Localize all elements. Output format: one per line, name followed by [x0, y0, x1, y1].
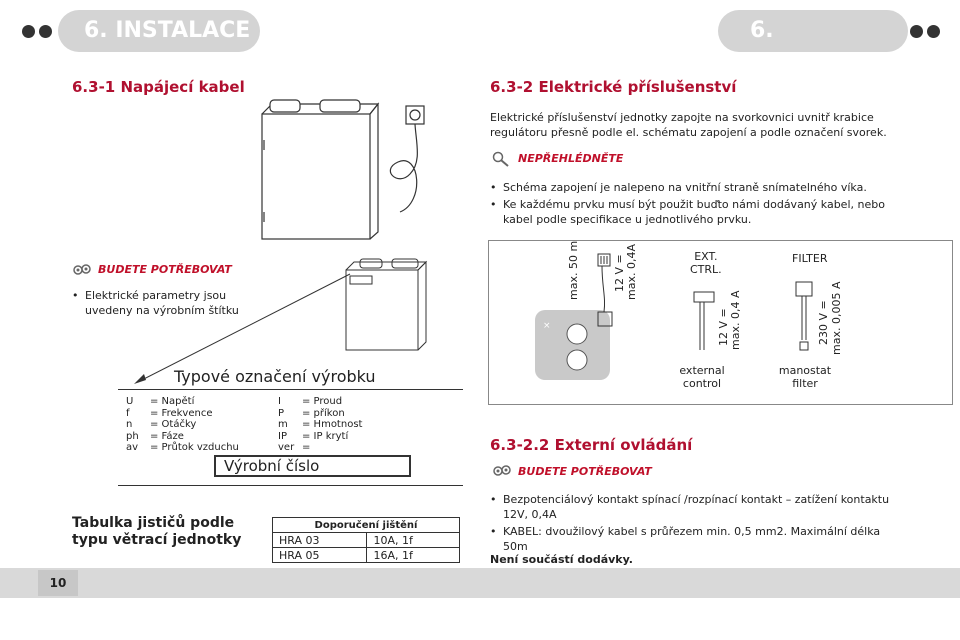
header-dot-4: [927, 25, 940, 38]
warning-item: • Schéma zapojení je nalepeno na vnitřní straně snímatelného víka.: [490, 180, 895, 195]
right-section-title: 6.3-2 Elektrické příslušenství: [490, 78, 737, 96]
warning-item: • Ke každému prvku musí být použit buďto námi dodávaný kabel, nebo kabel podle specifikace u jednotlivého prvku.: [490, 197, 895, 227]
tools-icon: [492, 463, 512, 479]
ext-current-label: max. 0,4 A: [729, 290, 742, 350]
filter-caption: manostat filter: [778, 364, 832, 390]
not-included-note: Není součástí dodávky.: [490, 553, 633, 566]
breaker-table-header: Doporučení jištění: [273, 518, 460, 533]
right-need-item: • Bezpotenciálový kontakt spínací /rozpínací kontakt – zatížení kontaktu 12V, 0,4A: [490, 492, 900, 522]
breaker-table-title: Tabulka jističů podle typu větrací jednotky: [72, 515, 242, 548]
type-plate: [118, 363, 463, 486]
ext-control-caption: external control: [679, 364, 725, 390]
power-cable-illustration: [250, 92, 450, 242]
header-dot-3: [910, 25, 923, 38]
legend-row: U = Napětí: [126, 396, 195, 407]
tools-icon: [72, 262, 92, 278]
type-plate-title: Typové označení výrobku: [174, 367, 376, 386]
legend-row: ph = Fáze: [126, 430, 184, 442]
plate-legend-left: [126, 396, 239, 454]
ext-voltage-label: 12 V =: [717, 308, 730, 346]
breaker-table: [272, 517, 460, 563]
magnifier-icon: [492, 151, 510, 167]
legend-row: IP = IP krytí: [278, 430, 349, 442]
header-left-pill: [58, 10, 260, 52]
right-need-list: [490, 492, 900, 556]
table-row: HRA 03 10A, 1f: [273, 533, 460, 548]
legend-row: av = Průtok vzduchu: [126, 442, 239, 453]
header-dot-1: [22, 25, 35, 38]
footer-band: [0, 568, 960, 598]
header-left-title: 6. INSTALACE: [84, 18, 251, 43]
table-row: HRA 05 16A, 1f: [273, 548, 460, 563]
page-number-tab: [38, 570, 78, 596]
left-need-item: • Elektrické parametry jsou uvedeny na výrobním štítku: [72, 288, 242, 318]
filter-label: FILTER: [792, 252, 828, 265]
page-number: 10: [49, 576, 67, 590]
right-need-heading: BUDETE POTŘEBOVAT: [518, 465, 652, 478]
header-right-title: 6. INSTALACE: [750, 18, 885, 85]
legend-row: f = Frekvence: [126, 407, 213, 419]
filter-voltage-label: 230 V =: [817, 300, 830, 345]
ext-control-connector: [690, 284, 720, 354]
cable-length-label: max. 50 m: [567, 240, 580, 300]
legend-row: m = Hmotnost: [278, 419, 363, 430]
left-section-title: 6.3-1 Napájecí kabel: [72, 78, 245, 96]
filter-manostat-connector: [790, 280, 820, 355]
filter-current-label: max. 0,005 A: [830, 281, 843, 355]
right-intro-text: Elektrické příslušenství jednotky zapojte na svorkovnici uvnitř krabice regulátoru přesně podle el. schématu zapojení a podle označení svorek.: [490, 111, 887, 139]
header-right-pill: [718, 10, 908, 85]
cable-current-label: max. 0,4A: [625, 244, 638, 300]
plate-legend-right: [278, 396, 362, 454]
legend-row: ver =: [278, 442, 311, 453]
left-need-heading: BUDETE POTŘEBOVAT: [98, 263, 232, 276]
right-need-item: • KABEL: dvoužilový kabel s průřezem min. 0,5 mm2. Maximální délka 50m: [490, 524, 900, 554]
warning-list: [490, 180, 895, 229]
external-control-title: 6.3-2.2 Externí ovládání: [490, 436, 693, 454]
warning-heading: NEPŘEHLÉDNĚTE: [518, 152, 624, 165]
legend-row: n = Otáčky: [126, 419, 197, 430]
plate-title-underline: [118, 389, 463, 390]
legend-row: I = Proud: [278, 396, 343, 407]
header-dot-2: [39, 25, 52, 38]
svg-text:×: ×: [543, 321, 551, 331]
cable-voltage-label: 12 V =: [613, 254, 626, 292]
legend-row: P = příkon: [278, 407, 345, 419]
serial-number-label: Výrobní číslo: [224, 457, 320, 475]
serial-number-box: [214, 455, 411, 477]
ext-ctrl-label: EXT. CTRL.: [690, 250, 722, 276]
